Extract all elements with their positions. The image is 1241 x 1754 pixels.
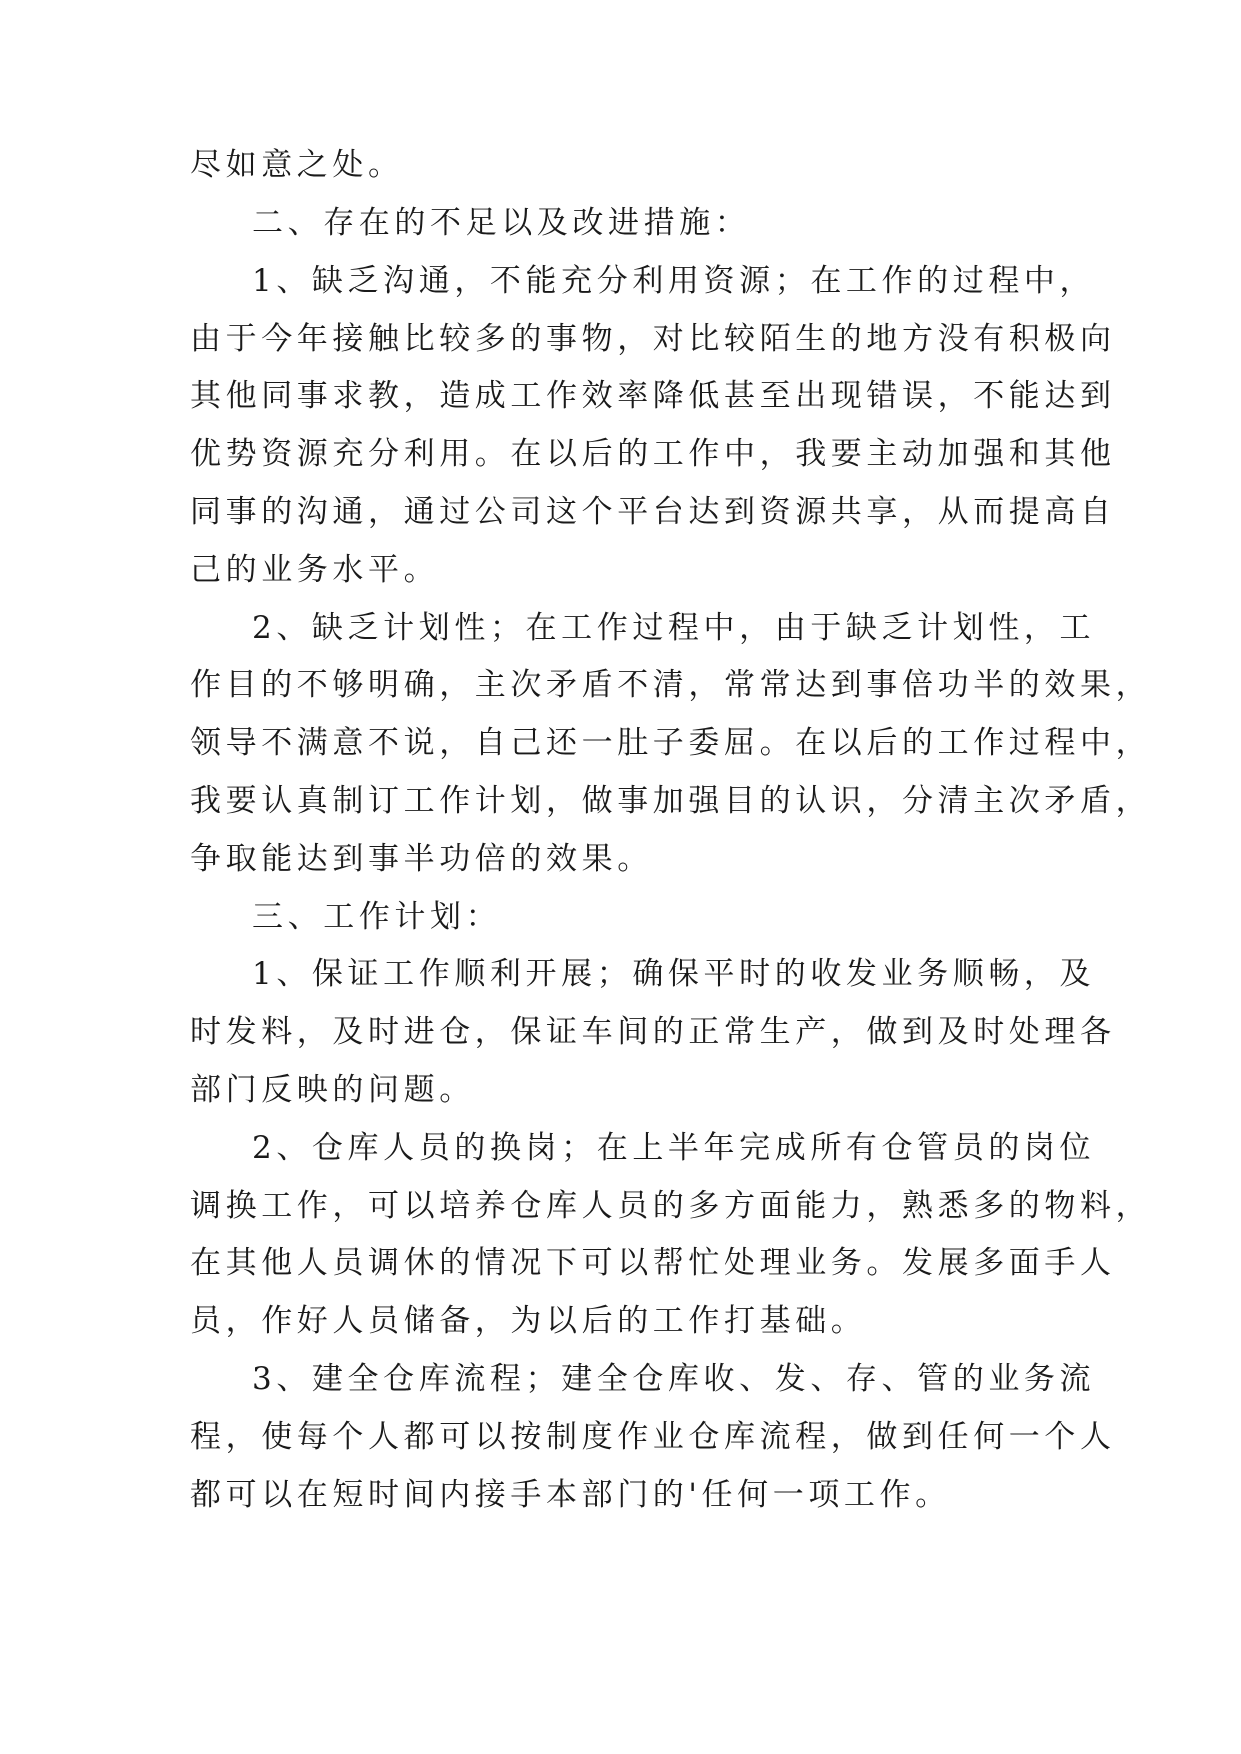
text-line: 其他同事求教，造成工作效率降低甚至出现错误，不能达到 bbox=[190, 378, 1116, 414]
text-line: 1、缺乏沟通，不能充分利用资源；在工作的过程中， bbox=[252, 263, 1096, 299]
text-line: 3、建全仓库流程；建全仓库收、发、存、管的业务流 bbox=[252, 1361, 1096, 1397]
text-line: 同事的沟通，通过公司这个平台达到资源共享，从而提高自 bbox=[190, 494, 1116, 530]
text-line: 争取能达到事半功倍的效果。 bbox=[190, 841, 653, 877]
text-line: 领导不满意不说，自己还一肚子委屈。在以后的工作过程中， bbox=[190, 725, 1152, 761]
text-line: 时发料，及时进仓，保证车间的正常生产，做到及时处理各 bbox=[190, 1014, 1116, 1050]
text-line: 都可以在短时间内接手本部门的'任何一项工作。 bbox=[190, 1477, 951, 1513]
text-line: 在其他人员调休的情况下可以帮忙处理业务。发展多面手人 bbox=[190, 1245, 1116, 1281]
text-line: 1、保证工作顺利开展；确保平时的收发业务顺畅，及 bbox=[252, 956, 1096, 992]
section-heading: 三、工作计划： bbox=[252, 899, 502, 935]
text-line: 由于今年接触比较多的事物，对比较陌生的地方没有积极向 bbox=[190, 321, 1116, 357]
text-line: 我要认真制订工作计划，做事加强目的认识，分清主次矛盾， bbox=[190, 783, 1152, 819]
text-line: 己的业务水平。 bbox=[190, 552, 440, 588]
text-line: 调换工作，可以培养仓库人员的多方面能力，熟悉多的物料， bbox=[190, 1188, 1152, 1224]
section-heading: 二、存在的不足以及改进措施： bbox=[252, 205, 751, 241]
text-line: 程，使每个人都可以按制度作业仓库流程，做到任何一个人 bbox=[190, 1419, 1116, 1455]
text-line: 作目的不够明确，主次矛盾不清，常常达到事倍功半的效果， bbox=[190, 667, 1152, 703]
text-line: 尽如意之处。 bbox=[190, 147, 404, 183]
text-line: 部门反映的问题。 bbox=[190, 1072, 475, 1108]
text-line: 优势资源充分利用。在以后的工作中，我要主动加强和其他 bbox=[190, 436, 1116, 472]
text-line: 员，作好人员储备，为以后的工作打基础。 bbox=[190, 1303, 867, 1339]
text-line: 2、缺乏计划性；在工作过程中，由于缺乏计划性，工 bbox=[252, 610, 1096, 646]
text-line: 2、仓库人员的换岗；在上半年完成所有仓管员的岗位 bbox=[252, 1130, 1096, 1166]
